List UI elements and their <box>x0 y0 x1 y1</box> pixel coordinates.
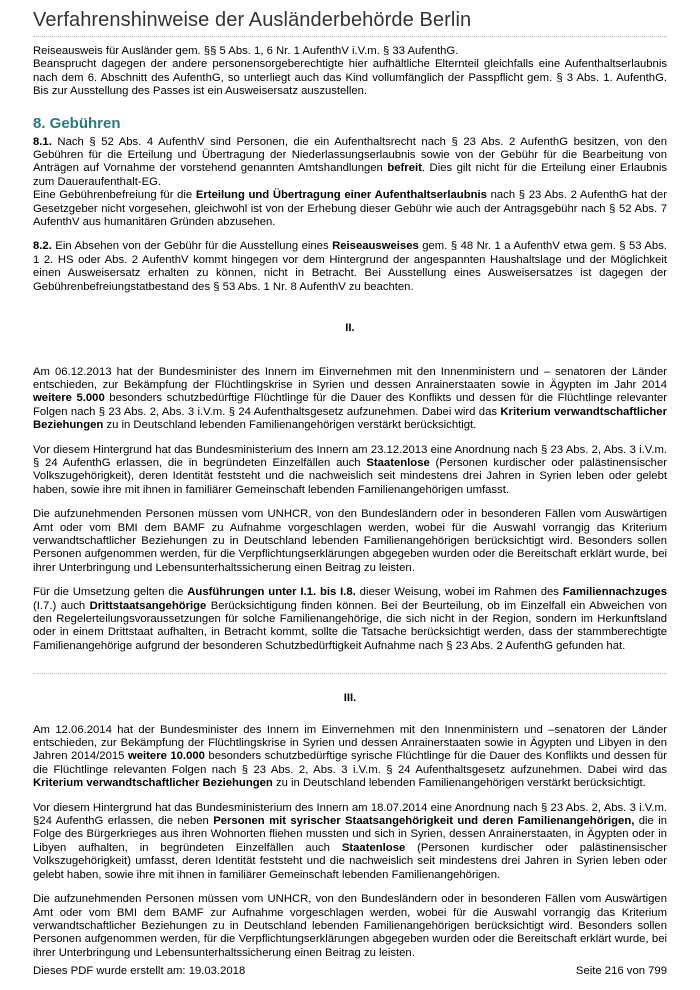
section-divider <box>33 673 667 674</box>
paragraph-iii-1: Am 12.06.2014 hat der Bundesminister des Innern im Einvernehmen mit den Innenministern und –senatoren der Länder entschieden, zur Bekämpfung der Flüchtlingskrise in Syrien und dessen Anrainerstaaten sowie in Ägypten und Libyen in den Jahren 2014/2015 weitere 10.000 besonders schutzbedürftige syrische Flüchtlinge für die Dauer des Konflikts und dessen für die Flüchtlinge relevanten Folgen nach § 23 Abs. 2, Abs. 3 i.V.m. § 24 Aufenthaltsgesetz aufzunehmen. Dabei wird das Kriterium verwandtschaftlicher Beziehungen zu in Deutschland lebenden Familienangehörigen verstärkt berücksichtigt. <box>33 723 667 790</box>
paragraph-8-1: 8.1. Nach § 52 Abs. 4 AufenthV sind Personen, die ein Aufenthaltsrecht nach § 23 Abs. 2 AufenthG besitzen, von den Gebühren für die Erteilung und Übertragung der Niederlassungserlaubnis sowie von der Gebühr für die Bearbeitung von Anträgen auf Vornahme der vorstehend genannten Amtshandlungen befreit. Dies gilt nicht für die Erteilung einer Erlaubnis zum Daueraufenthalt-EG. Eine Gebührenbefreiung für die Erteilung und Übertragung einer Aufenthaltserlaubnis nach § 23 Abs. 2 AufenthG hat der Gesetzgeber nicht vorgesehen, gleichwohl ist von der Erhebung dieser Gebühr wie auch der Antragsgebühr nach § 52 Abs. 7 AufenthV aus humanitären Gründen abzusehen. <box>33 135 668 229</box>
header-divider <box>33 36 667 37</box>
paragraph-ii-3: Die aufzunehmenden Personen müssen vom UNHCR, von den Bundesländern oder in besonderen Fällen vom Auswärtigen Amt oder vom BMI dem BAMF zu Aufnahme vorgeschlagen werden, wobei für die Auswahl vorrangig das Kriterium verwandtschaftlicher Beziehungen zu in Deutschland lebenden Familienangehörigen berücksichtigt wird. Besonders sollen Personen aufgenommen werden, für die Verpflichtungserklärungen abgegeben wurden oder die Bereitschaft erklärt wurde, bei ihrer Unterbringung und Lebensunterhaltssicherung einen Beitrag zu leisten. <box>33 508 667 574</box>
section-numeral-ii: II. <box>345 322 355 335</box>
footer-page-number: Seite 216 von 799 <box>575 965 667 977</box>
paragraph-iii-2: Vor diesem Hintergrund hat das Bundesministerium des Innern am 18.07.2014 eine Anordnung nach § 23 Abs. 2, Abs. 3 i.V.m. §24 AufenthG erlassen, die neben Personen mit syrischer Staatsangehörigkeit und deren Familienangehörigen, die in Folge des Bürgerkrieges aus ihren Wohnorten fliehen mussten und sich in Syrien, dessen Anrainerstaaten, in Ägypten oder in Libyen aufhalten, in begründeten Einzelfällen auch Staatenlose (Personen kurdischer oder palästinensischer Volkszugehörigkeit) umfasst, deren Identität feststeht und die nachweislich seit mindestens drei Jahren in Syrien leben oder gelebt haben, sowie ihre mit ihnen in familiärer Gemeinschaft lebenden Familienangehörigen. <box>33 801 667 881</box>
paragraph-ii-2: Vor diesem Hintergrund hat das Bundesministerium des Innern am 23.12.2013 eine Anordnung nach § 23 Abs. 2, Abs. 3 i.V.m. § 24 AufenthG erlassen, die in begründeten Einzelfällen auch Staatenlose (Personen kurdischer oder palästinensischer Volkszugehörigkeit), deren Identität feststeht und die nachweislich seit mindestens drei Jahren in Syrien leben oder gelebt haben, sowie ihre mit ihnen in familiärer Gemeinschaft lebenden Familienangehörigen umfasst. <box>33 443 667 496</box>
paragraph-iii-3: Die aufzunehmenden Personen müssen vom UNHCR, von den Bundesländern oder in besonderen Fällen vom Auswärtigen Amt oder vom BMI dem BAMF zur Aufnahme vorgeschlagen werden, wobei für die Auswahl vorrangig das Kriterium verwandtschaftlicher Beziehungen zu in Deutschland lebenden Familienangehörigen berücksichtigt wird. Besonders sollen Personen aufgenommen werden, für die Verpflichtungserklärungen abgegeben wurden oder die Bereitschaft erklärt wurde, bei ihrer Unterbringung und Lebensunterhaltssicherung einen Beitrag zu leisten. <box>33 893 667 959</box>
paragraph-8-2: 8.2. Ein Absehen von der Gebühr für die Ausstellung eines Reiseausweises gem. § 48 Nr. 1 a AufenthV etwa gem. § 53 Abs. 1 2. HS oder Abs. 2 AufenthV kommt hingegen vor dem Hintergrund der angespannten Haushaltslage und der Möglichkeit einen Ausweisersatz erhalten zu können, nicht in Betracht. Bei Ausstellung eines Ausweisersatzes ist dagegen der Gebührenbefreiungstatbestand des § 53 Abs. 1 Nr. 8 AufenthV zu beachten. <box>33 240 667 293</box>
intro-paragraph: Reiseausweis für Ausländer gem. §§ 5 Abs. 1, 6 Nr. 1 AufenthV i.V.m. § 33 AufenthG. Beansprucht dagegen der andere personensorgeberechtigte hier aufhältliche Elternteil gleichfalls eine Aufenthaltserlaubnis nach dem 6. Abschnitt des AufenthG, so unterliegt auch das Kind vollumfänglich der Passpflicht gem. § 3 Abs. 1. AufenthG. Bis zur Ausstellung des Passes ist ein Ausweisersatz auszustellen. <box>33 45 667 98</box>
paragraph-ii-1: Am 06.12.2013 hat der Bundesminister des Innern im Einvernehmen mit den Innenministern und – senatoren der Länder entschieden, zur Bekämpfung der Flüchtlingskrise in Syrien und dessen Anrainerstaaten sowie in Ägypten im Jahr 2014 weitere 5.000 besonders schutzbedürftige Flüchtlinge für die Dauer des Konflikts und dessen für die Flüchtlinge relevanter Folgen nach § 23 Abs. 2, Abs. 3 i.V.m. § 24 Aufenthaltsgesetz aufzunehmen. Dabei wird das Kriterium verwandtschaftlicher Beziehungen zu in Deutschland lebenden Familienangehörigen verstärkt berücksichtigt. <box>33 365 667 432</box>
document-body <box>33 45 667 960</box>
section-numeral-iii: III. <box>343 692 357 705</box>
paragraph-ii-4: Für die Umsetzung gelten die Ausführungen unter I.1. bis I.8. dieser Weisung, wobei im Rahmen des Familiennachzuges (I.7.) auch Drittstaatsangehörige Berücksichtigung finden können. Bei der Beurteilung, ob im Einzelfall ein Abweichen von den Regelerteilungsvoraussetzungen für solche Familienangehörige, die sich nicht in der Region, sondern im Herkunftsland oder in einem Drittstaat aufhalten, in Betracht kommt, sollte die Tatsache berücksichtigt werden, dass der stammberechtigte Familienangehörige aufgrund der besonderen Schutzbedürftigkeit Aufnahme nach § 23 Abs. 2 AufenthG gefunden hat. <box>33 586 668 652</box>
footer-created-date: Dieses PDF wurde erstellt am: 19.03.2018 <box>33 965 246 977</box>
section-heading-gebuehren: 8. Gebühren <box>33 114 121 132</box>
page-title: Verfahrenshinweise der Ausländerbehörde Berlin <box>33 9 472 31</box>
